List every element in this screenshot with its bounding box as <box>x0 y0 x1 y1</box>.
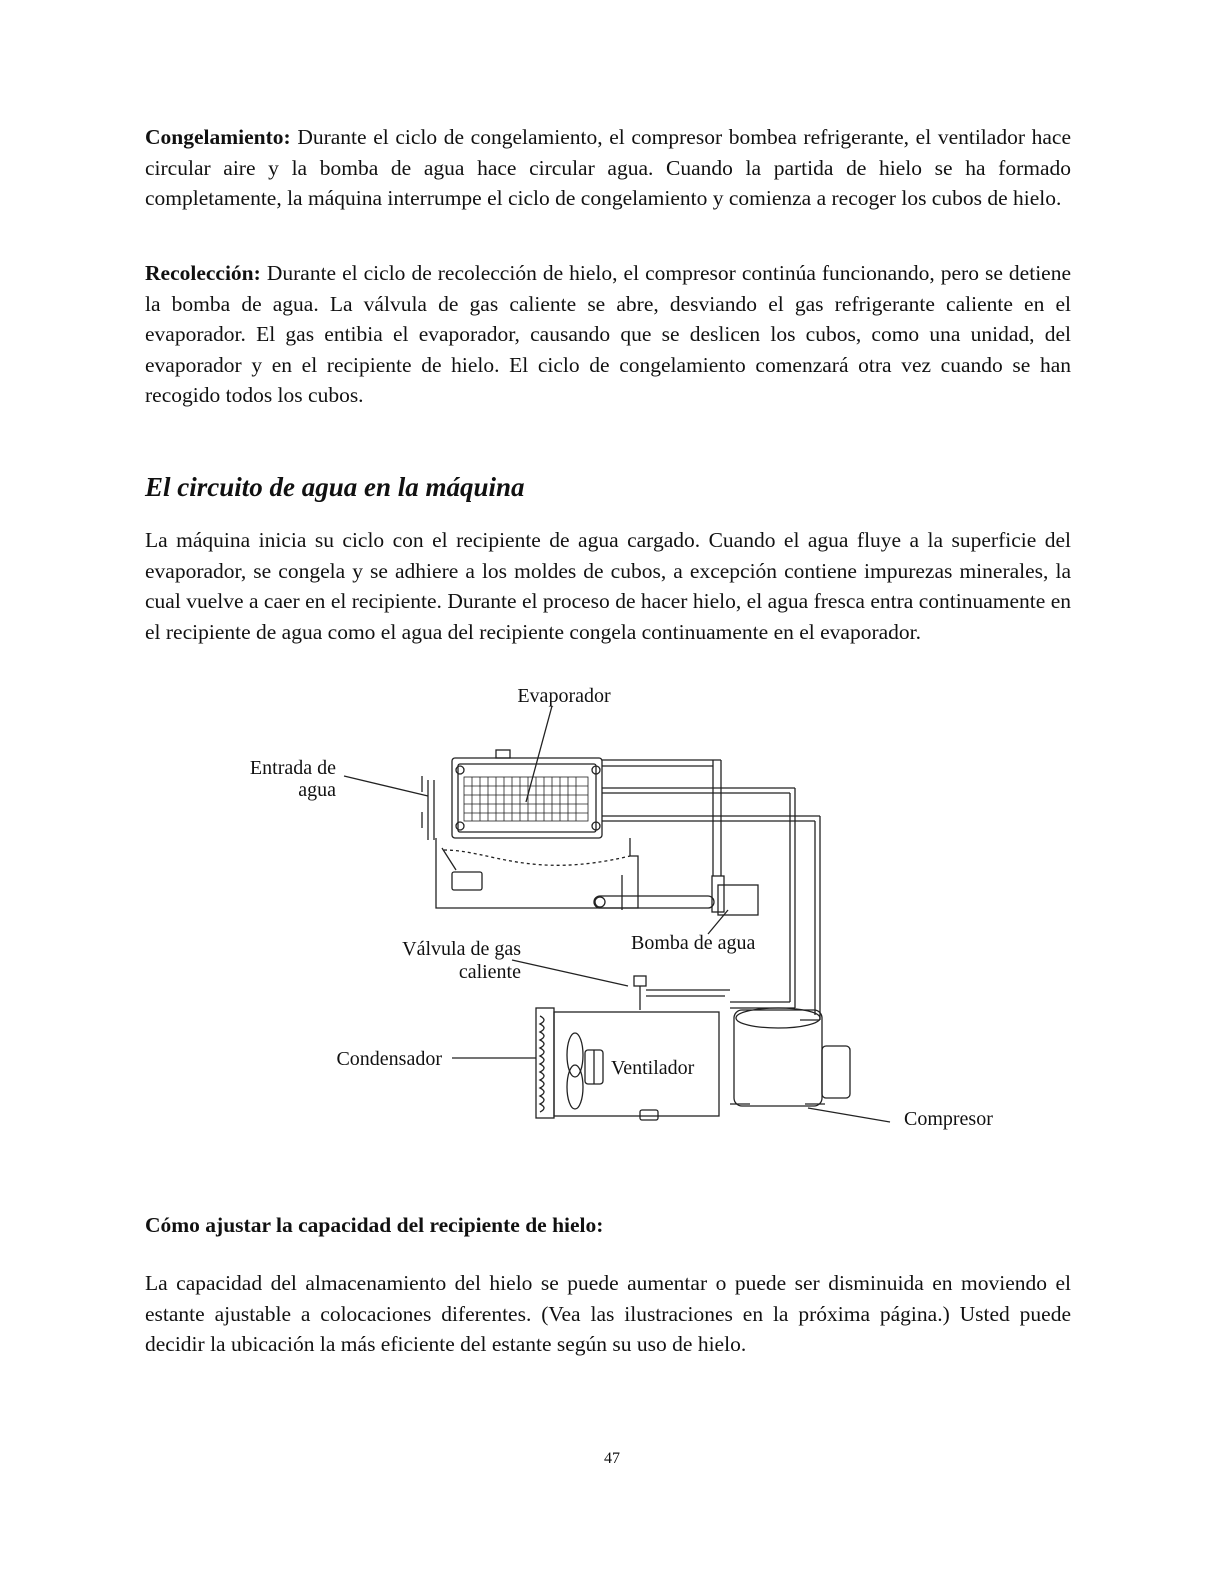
capacity-heading: Cómo ajustar la capacidad del recipiente de hielo: <box>145 1213 604 1237</box>
label-valvula-line1: Válvula de gas <box>402 938 521 960</box>
hot-gas-valve <box>634 976 646 986</box>
label-evaporador: Evaporador <box>517 685 611 707</box>
freezing-paragraph <box>145 122 1071 214</box>
label-valvula-line2: caliente <box>458 961 521 983</box>
leader-compresor <box>808 1108 890 1122</box>
label-entrada-line2: agua <box>298 779 336 801</box>
evaporator-grid <box>464 777 588 821</box>
label-compresor: Compresor <box>904 1108 993 1130</box>
water-circuit-paragraph: La máquina inicia su ciclo con el recipiente de agua cargado. Cuando el agua fluye a la superficie del evaporador, se congela y se adhiere a los moldes de cubos, a excepción contiene impurezas minerales, la cual vuelve a caer en el recipiente. Durante el proceso de hacer hielo, el agua fresca entra continuamente en el recipiente de agua como el agua del recipiente congela continuamente en el evaporador. <box>145 528 1071 644</box>
leader-valvula <box>512 960 628 986</box>
water-circuit-heading: El circuito de agua en la máquina <box>145 472 525 502</box>
label-entrada-line1: Entrada de <box>249 757 336 779</box>
harvest-text: Durante el ciclo de recolección de hielo, el compresor continúa funcionando, pero se detiene la bomba de agua. La válvula de gas caliente se abre, desviando el gas refrigerante caliente en el evaporador. El gas entibia el evaporador, causando que se deslicen los cubos, como una unidad, del evaporador y en el recipiente de hielo. El ciclo de congelamiento comenzará otra vez cuando se han recogido todos los cubos. <box>145 261 1071 407</box>
harvest-paragraph <box>145 258 1071 411</box>
leader-entrada <box>344 776 428 796</box>
capacity-paragraph: La capacidad del almacenamiento del hielo se puede aumentar o puede ser disminuida en moviendo el estante ajustable a colocaciones diferentes. (Vea las ilustraciones en la próxima página.) Usted puede decidir la ubicación la más eficiente del estante según su uso de hielo. <box>145 1271 1071 1356</box>
water-circuit-diagram <box>230 680 1030 1140</box>
label-ventilador: Ventilador <box>611 1057 695 1079</box>
page-number: 47 <box>604 1450 620 1467</box>
label-condensador: Condensador <box>336 1048 442 1070</box>
freezing-term: Congelamiento: <box>145 125 291 149</box>
condenser-coil <box>536 1008 554 1118</box>
leader-evaporador <box>526 706 552 802</box>
freezing-text: Durante el ciclo de congelamiento, el compresor bombea refrigerante, el ventilador hace circular aire y la bomba de agua hace circular agua. Cuando la partida de hielo se ha formado completamente, la máquina interrumpe el ciclo de congelamiento y comienza a recoger los cubos de hielo. <box>145 125 1071 210</box>
harvest-term: Recolección: <box>145 261 261 285</box>
label-bomba: Bomba de agua <box>631 932 756 954</box>
water-reservoir <box>436 838 638 908</box>
